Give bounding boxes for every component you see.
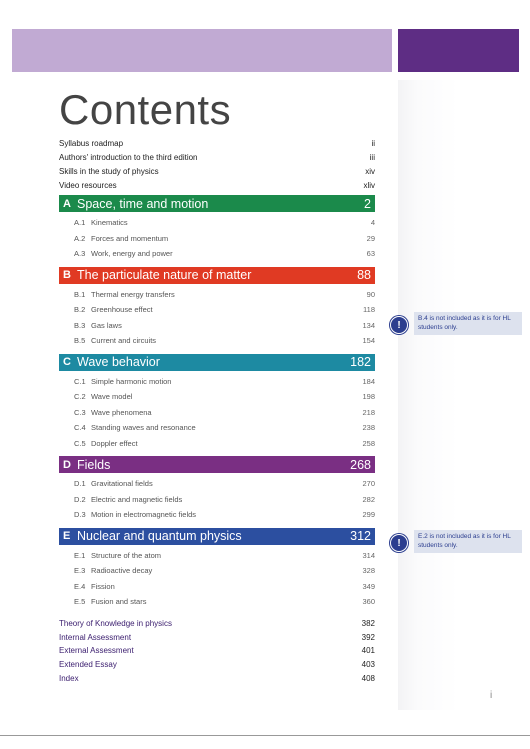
entry-page: 401 — [361, 646, 375, 656]
topic-number: E.3 — [74, 566, 86, 576]
front-matter-row[interactable] — [59, 165, 375, 179]
topic-title: Gas laws — [91, 320, 122, 330]
section-items-e — [59, 547, 375, 612]
topic-row[interactable] — [59, 579, 375, 595]
section-letter: A — [63, 197, 71, 210]
topic-title: Radioactive decay — [91, 566, 153, 576]
topic-number: A.3 — [74, 249, 86, 259]
page-title: Contents — [59, 86, 232, 133]
entry-title: Skills in the study of physics — [59, 166, 159, 176]
section-header-c[interactable] — [59, 354, 375, 371]
back-matter-row[interactable] — [59, 658, 375, 672]
topic-title: Standing waves and resonance — [91, 423, 196, 433]
topic-page: 349 — [362, 581, 375, 591]
topic-row[interactable] — [59, 507, 375, 523]
topic-page: 154 — [362, 336, 375, 346]
topic-title: Kinematics — [91, 218, 128, 228]
entry-page: xiv — [365, 166, 375, 176]
header-bar-purple — [398, 29, 519, 72]
entry-title: Authors' introduction to the third edition — [59, 153, 198, 163]
topic-title: Motion in electromagnetic fields — [91, 510, 197, 520]
topic-title: Thermal energy transfers — [91, 289, 175, 299]
entry-title: External Assessment — [59, 646, 134, 656]
topic-page: 282 — [362, 494, 375, 504]
entry-title: Internal Assessment — [59, 632, 132, 642]
exclamation-icon: ! — [390, 316, 408, 334]
section-title: Nuclear and quantum physics — [77, 529, 242, 543]
table-of-contents — [59, 137, 375, 685]
topic-number: C.4 — [74, 423, 86, 433]
section-letter: E — [63, 530, 71, 542]
margin-column — [398, 80, 530, 710]
section-items-c — [59, 373, 375, 454]
topic-page: 63 — [366, 249, 375, 259]
note-text: E.2 is not included as it is for HL students only. — [414, 530, 522, 553]
entry-page: 382 — [361, 618, 375, 628]
section-header-e[interactable] — [59, 528, 375, 545]
topic-title: Work, energy and power — [91, 249, 173, 259]
entry-title: Extended Essay — [59, 660, 117, 670]
entry-page: 392 — [361, 632, 375, 642]
topic-title: Current and circuits — [91, 336, 157, 346]
topic-row[interactable] — [59, 302, 375, 318]
back-matter-row[interactable] — [59, 644, 375, 658]
topic-number: E.4 — [74, 581, 86, 591]
topic-title: Greenhouse effect — [91, 305, 153, 315]
section-letter: B — [63, 269, 71, 281]
topic-number: E.5 — [74, 597, 86, 607]
topic-row[interactable] — [59, 215, 375, 231]
entry-title: Index — [59, 673, 79, 683]
back-matter-row[interactable] — [59, 617, 375, 631]
section-page: 312 — [350, 529, 371, 543]
section-title: Wave behavior — [77, 355, 160, 369]
section-page: 268 — [350, 457, 371, 472]
topic-row[interactable] — [59, 318, 375, 334]
back-matter-row[interactable] — [59, 630, 375, 644]
topic-page: 118 — [363, 305, 375, 315]
section-page: 182 — [350, 355, 371, 369]
section-header-a[interactable] — [59, 195, 375, 212]
front-matter-row[interactable] — [59, 151, 375, 165]
topic-title: Doppler effect — [91, 438, 138, 448]
topic-page: 270 — [362, 479, 375, 489]
topic-row[interactable] — [59, 476, 375, 492]
hl-note-b4 — [390, 312, 522, 335]
topic-page: 184 — [362, 376, 375, 386]
topic-row[interactable] — [59, 420, 375, 436]
page-number: i — [490, 690, 493, 701]
topic-number: E.1 — [74, 550, 86, 560]
back-matter-row[interactable] — [59, 672, 375, 686]
topic-number: C.5 — [74, 438, 86, 448]
topic-number: D.3 — [74, 510, 86, 520]
topic-number: B.3 — [74, 320, 86, 330]
entry-title: Syllabus roadmap — [59, 139, 124, 149]
front-matter-row[interactable] — [59, 178, 375, 192]
topic-page: 360 — [362, 597, 375, 607]
section-page: 88 — [357, 268, 371, 282]
topic-row[interactable] — [59, 333, 375, 349]
topic-page: 198 — [362, 392, 375, 402]
exclamation-icon: ! — [390, 534, 408, 552]
entry-page: 403 — [361, 660, 375, 670]
topic-number: A.2 — [74, 233, 86, 243]
topic-number: C.2 — [74, 392, 86, 402]
topic-page: 328 — [362, 566, 375, 576]
topic-row[interactable] — [59, 231, 375, 247]
topic-page: 29 — [366, 233, 375, 243]
section-header-b[interactable] — [59, 267, 375, 284]
section-title: Space, time and motion — [77, 196, 209, 211]
entry-page: xliv — [363, 180, 375, 190]
section-title: The particulate nature of matter — [77, 268, 252, 282]
topic-number: D.1 — [74, 479, 86, 489]
section-title: Fields — [77, 457, 111, 472]
back-matter-list — [59, 617, 375, 686]
topic-title: Wave phenomena — [91, 407, 152, 417]
entry-page: iii — [369, 153, 375, 163]
topic-number: B.5 — [74, 336, 86, 346]
topic-title: Wave model — [91, 392, 133, 402]
entry-title: Theory of Knowledge in physics — [59, 618, 172, 628]
page-bottom-divider — [0, 735, 530, 736]
topic-title: Fission — [91, 581, 115, 591]
note-text: B.4 is not included as it is for HL students only. — [414, 312, 522, 335]
topic-row[interactable] — [59, 405, 375, 421]
topic-page: 238 — [362, 423, 375, 433]
hl-note-e2 — [390, 530, 522, 553]
topic-number: B.2 — [74, 305, 86, 315]
topic-row[interactable] — [59, 492, 375, 508]
topic-row[interactable] — [59, 246, 375, 262]
topic-title: Forces and momentum — [91, 233, 169, 243]
section-items-d — [59, 475, 375, 525]
topic-row[interactable] — [59, 287, 375, 303]
topic-title: Simple harmonic motion — [91, 376, 172, 386]
topic-page: 134 — [362, 320, 375, 330]
topic-number: D.2 — [74, 494, 86, 504]
topic-page: 258 — [362, 438, 375, 448]
topic-title: Structure of the atom — [91, 550, 162, 560]
topic-row[interactable] — [59, 548, 375, 564]
section-letter: D — [63, 458, 71, 471]
topic-page: 218 — [362, 407, 375, 417]
section-header-d[interactable] — [59, 456, 375, 473]
section-items-a — [59, 214, 375, 264]
topic-row[interactable] — [59, 594, 375, 610]
topic-page: 299 — [362, 510, 375, 520]
header-bar-lavender — [12, 29, 392, 72]
entry-page: ii — [371, 139, 375, 149]
front-matter-list — [59, 137, 375, 192]
topic-page: 314 — [362, 550, 375, 560]
topic-row[interactable] — [59, 374, 375, 390]
topic-title: Fusion and stars — [91, 597, 147, 607]
topic-row[interactable] — [59, 389, 375, 405]
section-page: 2 — [364, 196, 371, 211]
front-matter-row[interactable] — [59, 137, 375, 151]
topic-number: C.1 — [74, 376, 86, 386]
topic-page: 4 — [370, 218, 375, 228]
section-items-b — [59, 286, 375, 351]
topic-title: Gravitational fields — [91, 479, 153, 489]
topic-number: B.1 — [74, 289, 86, 299]
topic-title: Electric and magnetic fields — [91, 494, 183, 504]
section-letter: C — [63, 356, 71, 368]
topic-number: A.1 — [74, 218, 86, 228]
topic-page: 90 — [366, 289, 375, 299]
entry-title: Video resources — [59, 180, 117, 190]
topic-row[interactable] — [59, 436, 375, 452]
topic-number: C.3 — [74, 407, 86, 417]
entry-page: 408 — [361, 673, 375, 683]
topic-row[interactable] — [59, 563, 375, 579]
